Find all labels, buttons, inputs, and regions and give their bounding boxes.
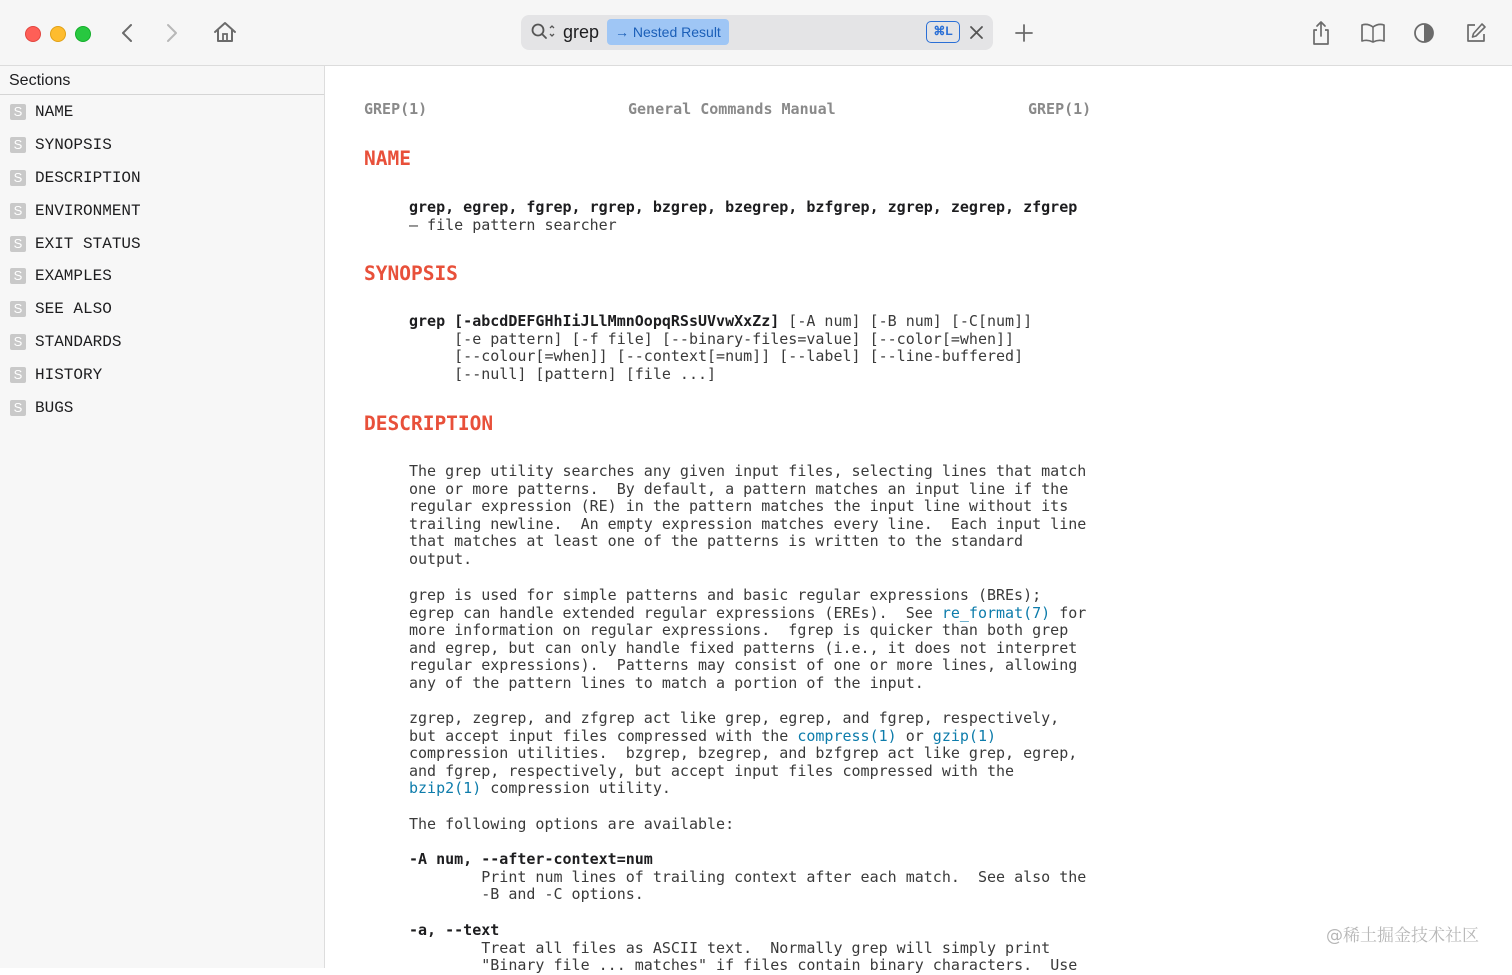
sidebar-item-label: EXIT STATUS: [35, 234, 141, 253]
desc-line: one or more patterns. By default, a pattern matches an input line if the: [409, 479, 1069, 498]
edit-icon[interactable]: [1464, 21, 1488, 45]
option-desc-line: Treat all files as ASCII text. Normally grep will simply print: [481, 938, 1051, 957]
desc-line: regular expression (RE) in the pattern matches the input line without its: [409, 497, 1069, 516]
description-paragraph-2: [409, 587, 1086, 693]
option-text: [409, 922, 1077, 975]
clear-search-icon[interactable]: [969, 25, 984, 45]
zoom-window-button[interactable]: [75, 26, 91, 42]
synopsis-flags: [-abcdDEFGHhIiJLlMmnOopqRSsUVvwXxZz]: [454, 312, 780, 330]
desc-line: zgrep, zegrep, and zfgrep act like grep, egrep, and fgrep, respectively,: [409, 709, 1060, 727]
section-icon: S: [10, 301, 26, 317]
back-icon[interactable]: [118, 22, 136, 44]
section-heading-synopsis: SYNOPSIS: [364, 262, 458, 285]
sidebar-header: Sections: [0, 66, 324, 95]
page-header-left: GREP(1): [364, 100, 428, 118]
section-icon: S: [10, 137, 26, 153]
synopsis-command: grep: [409, 312, 446, 330]
sidebar-item-examples[interactable]: [0, 260, 324, 293]
sidebar-item-bugs[interactable]: [0, 391, 324, 424]
toolbar: [0, 0, 1512, 66]
synopsis-text: [409, 313, 1032, 383]
option-desc-line: "Binary file ... matches" if files contain binary characters. Use: [481, 956, 1078, 975]
section-icon: S: [10, 334, 26, 350]
desc-line: and egrep, but can only handle fixed patterns (i.e., it does not interpret: [409, 638, 1078, 657]
option-after-context: [409, 851, 1086, 904]
command-names: grep, egrep, fgrep, rgrep, bzgrep, bzegrep, bzfgrep, zgrep, zegrep, zfgrep: [409, 198, 1078, 216]
section-icon: S: [10, 236, 26, 252]
sidebar-item-label: DESCRIPTION: [35, 168, 141, 187]
sidebar-item-label: BUGS: [35, 398, 74, 417]
bookmarks-icon[interactable]: [1359, 21, 1387, 45]
home-icon[interactable]: [212, 20, 238, 44]
synopsis-line-3: [--colour[=when]] [--context[=num]] [--label] [--line-buffered]: [454, 347, 1024, 366]
option-term: -a, --text: [409, 921, 500, 939]
desc-line: any of the pattern lines to match a portion of the input.: [409, 673, 924, 692]
page-header-center: General Commands Manual: [628, 100, 836, 118]
desc-line: and fgrep, respectively, but accept input files compressed with the: [409, 761, 1015, 780]
sidebar-item-name[interactable]: [0, 96, 324, 129]
search-field[interactable]: [521, 15, 993, 50]
search-icon: [531, 23, 557, 46]
desc-line: grep is used for simple patterns and basic regular expressions (BREs);: [409, 586, 1042, 604]
desc-line: egrep can handle extended regular expressions (EREs). See: [409, 603, 942, 622]
synopsis-opt-b: [-B num]: [869, 312, 942, 330]
option-term: -A num, --after-context=num: [409, 850, 653, 868]
section-icon: S: [10, 400, 26, 416]
sidebar-item-description[interactable]: [0, 162, 324, 195]
desc-line: or: [896, 726, 933, 745]
shortcut-badge: ⌘L: [926, 21, 960, 43]
close-window-button[interactable]: [25, 26, 41, 42]
sidebar-item-label: SYNOPSIS: [35, 136, 112, 155]
section-heading-name: NAME: [364, 147, 411, 170]
forward-icon[interactable]: [163, 22, 181, 44]
synopsis-opt-a: [-A num]: [788, 312, 861, 330]
section-icon: S: [10, 367, 26, 383]
section-heading-description: DESCRIPTION: [364, 412, 494, 435]
sidebar-item-label: STANDARDS: [35, 332, 122, 351]
compress-link[interactable]: compress(1): [797, 726, 897, 745]
sidebar-item-history[interactable]: [0, 358, 324, 391]
sidebar-item-standards[interactable]: [0, 326, 324, 359]
share-icon[interactable]: [1309, 19, 1333, 47]
bzip2-link[interactable]: bzip2(1): [409, 779, 482, 798]
sidebar-item-label: NAME: [35, 103, 74, 122]
sidebar-item-label: ENVIRONMENT: [35, 201, 141, 220]
desc-line: that matches at least one of the patterns is written to the standard: [409, 532, 1024, 551]
sidebar-item-synopsis[interactable]: [0, 129, 324, 162]
desc-line: more information on regular expressions. fgrep is quicker than both grep: [409, 621, 1069, 640]
nested-result-token[interactable]: → Nested Result: [607, 19, 729, 45]
desc-line: but accept input files compressed with the: [409, 726, 798, 745]
desc-line: output.: [409, 549, 473, 568]
re-format-link[interactable]: re_format(7): [941, 603, 1051, 622]
desc-line: for: [1050, 603, 1087, 622]
desc-line: compression utilities. bzgrep, bzegrep, and bzfgrep act like grep, egrep,: [409, 744, 1078, 763]
search-query[interactable]: grep: [563, 22, 600, 42]
desc-line: trailing newline. An empty expression matches every line. Each input line: [409, 514, 1087, 533]
section-icon: S: [10, 104, 26, 120]
sidebar-item-exit-status[interactable]: [0, 227, 324, 260]
synopsis-opt-c: [-C[num]]: [950, 312, 1033, 330]
desc-line: The grep utility searches any given input files, selecting lines that match: [409, 462, 1087, 480]
section-icon: S: [10, 170, 26, 186]
option-desc-line: Print num lines of trailing context after each match. See also the: [481, 867, 1087, 886]
gzip-link[interactable]: gzip(1): [932, 726, 997, 745]
desc-line: compression utility.: [481, 779, 671, 798]
sidebar-item-environment[interactable]: [0, 194, 324, 227]
description-paragraph-4: The following options are available:: [409, 815, 735, 833]
sections-sidebar: [0, 66, 325, 968]
description-paragraph-1: [409, 463, 1086, 569]
page-header-right: GREP(1): [1028, 100, 1092, 118]
description-paragraph-3: [409, 710, 1077, 798]
name-description: – file pattern searcher: [409, 215, 617, 234]
desc-line: regular expressions). Patterns may consist of one or more lines, allowing: [409, 656, 1078, 675]
synopsis-line-2: [-e pattern] [-f file] [--binary-files=value] [--color[=when]]: [454, 329, 1015, 348]
new-tab-icon[interactable]: [1013, 22, 1035, 44]
sidebar-item-label: HISTORY: [35, 365, 103, 384]
minimize-window-button[interactable]: [50, 26, 66, 42]
section-icon: S: [10, 268, 26, 284]
synopsis-line-4: [--null] [pattern] [file ...]: [454, 364, 717, 383]
name-text: [409, 199, 1077, 234]
option-desc-line: -B and -C options.: [481, 885, 644, 904]
section-icon: S: [10, 203, 26, 219]
watermark: @稀土掘金技术社区: [1326, 926, 1479, 946]
sidebar-item-label: EXAMPLES: [35, 267, 112, 286]
sidebar-item-label: SEE ALSO: [35, 300, 112, 319]
appearance-icon[interactable]: [1412, 21, 1436, 45]
sidebar-item-see-also[interactable]: [0, 293, 324, 326]
